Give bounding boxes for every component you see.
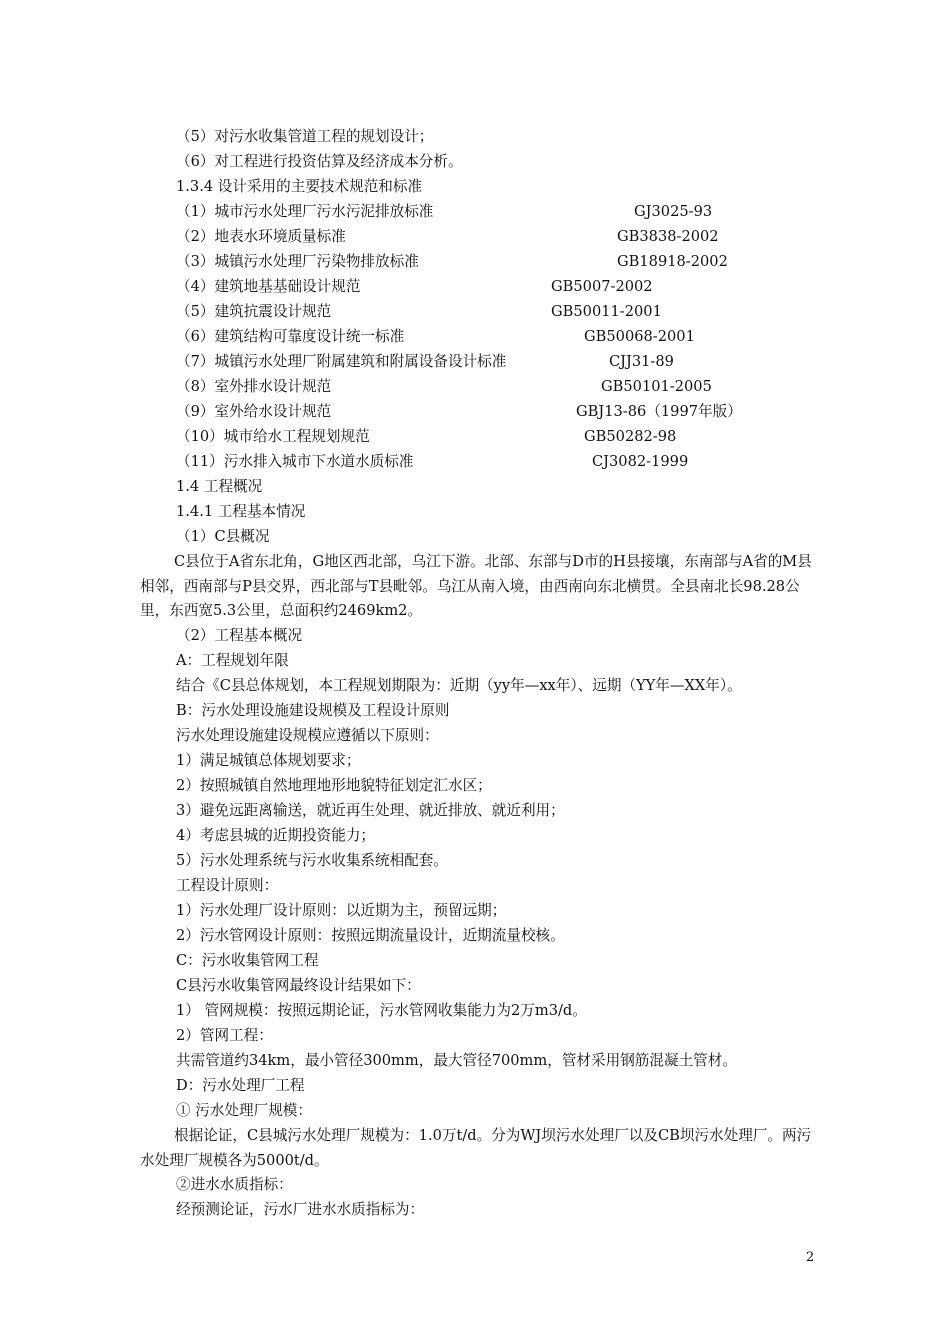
b-principle-2: 2）按照城镇自然地理地形地貌特征划定汇水区；	[176, 777, 492, 794]
standard-code-6: GB50068-2001	[584, 328, 695, 345]
standard-name-3: （3）城镇污水处理厂污染物排放标准	[176, 253, 419, 270]
standard-code-5: GB50011-2001	[551, 303, 662, 320]
d-plant-item-2: ②进水水质指标：	[176, 1176, 293, 1193]
standard-code-7: CJJ31-89	[609, 353, 674, 370]
d-plant-item-2-text: 经预测论证，污水厂进水水质指标为：	[176, 1201, 425, 1218]
standard-name-10: （10）城市给水工程规划规范	[176, 428, 370, 445]
d-plant-item-1: ① 污水处理厂规模：	[176, 1102, 312, 1119]
page-number: 2	[806, 1250, 815, 1265]
design-principle-2: 2）污水管网设计原则：按照远期流量设计，近期流量校核。	[176, 927, 565, 944]
c-county-subheading: （1）C县概况	[176, 528, 270, 545]
intro-item-6: （6）对工程进行投资估算及经济成本分析。	[176, 153, 463, 170]
b-principle-3: 3）避免远距离输送，就近再生处理、就近排放、就近利用；	[176, 802, 565, 819]
standard-code-4: GB5007-2002	[551, 278, 653, 295]
a-planning-title: A：工程规划年限	[176, 652, 289, 669]
standard-name-8: （8）室外排水设计规范	[176, 378, 332, 395]
b-scale-intro: 污水处理设施建设规模应遵循以下原则：	[176, 727, 439, 744]
c-network-item-1: 1） 管网规模：按照远期论证，污水管网收集能力为2万m3/d。	[176, 1002, 587, 1019]
d-plant-title: D：污水处理厂工程	[176, 1077, 305, 1094]
standard-name-9: （9）室外给水设计规范	[176, 403, 332, 420]
standard-name-7: （7）城镇污水处理厂附属建筑和附属设备设计标准	[176, 353, 507, 370]
b-scale-title: B：污水处理设施建设规模及工程设计原则	[176, 702, 450, 719]
section-1-3-4-heading: 1.3.4 设计采用的主要技术规范和标准	[176, 178, 423, 195]
c-county-paragraph: C县位于A省东北角，G地区西北部，乌江下游。北部、东部与D市的H县接壤，东南部与A省的M县相邻，西南部与P县交界，西北部与T县毗邻。乌江从南入境，由西南向东北横贯。全县南北长98.28公里，东西宽5.3公里，总面积约2469km2。	[140, 553, 812, 619]
d-plant-item-1-text: 根据论证，C县城污水处理厂规模为：1.0万t/d。分为WJ坝污水处理厂以及CB坝污水处理厂。两污水处理厂规模各为5000t/d。	[140, 1127, 812, 1169]
standard-code-9: GBJ13-86（1997年版）	[576, 403, 742, 420]
standard-name-11: （11）污水排入城市下水道水质标准	[176, 453, 414, 470]
design-principles-title: 工程设计原则：	[176, 877, 279, 894]
standard-code-8: GB50101-2005	[601, 378, 712, 395]
b-principle-5: 5）污水处理系统与污水收集系统相配套。	[176, 852, 448, 869]
c-network-title: C：污水收集管网工程	[176, 952, 319, 969]
intro-item-5: （5）对污水收集管道工程的规划设计；	[176, 128, 434, 145]
standard-name-4: （4）建筑地基基础设计规范	[176, 278, 361, 295]
standard-name-1: （1）城市污水处理厂污水污泥排放标准	[176, 203, 434, 220]
b-principle-1: 1）满足城镇总体规划要求；	[176, 752, 361, 769]
design-principle-1: 1）污水处理厂设计原则：以近期为主，预留远期；	[176, 902, 507, 919]
standard-code-3: GB18918-2002	[617, 253, 728, 270]
standard-name-2: （2）地表水环境质量标准	[176, 228, 346, 245]
b-principle-4: 4）考虑县城的近期投资能力；	[176, 827, 376, 844]
standard-code-2: GB3838-2002	[617, 228, 719, 245]
standard-name-6: （6）建筑结构可靠度设计统一标准	[176, 328, 405, 345]
c-network-item-2: 2）管网工程：	[176, 1027, 273, 1044]
c-network-intro: C县污水收集管网最终设计结果如下：	[176, 977, 421, 994]
standard-code-1: GJ3025-93	[634, 203, 713, 220]
standard-code-11: CJ3082-1999	[592, 453, 689, 470]
section-1-4-heading: 1.4 工程概况	[176, 478, 263, 495]
section-1-4-1-heading: 1.4.1 工程基本情况	[176, 503, 306, 520]
a-planning-text: 结合《C县总体规划，本工程规划期限为：近期（yy年—xx年）、远期（YY年—XX年）。	[176, 677, 742, 694]
standard-name-5: （5）建筑抗震设计规范	[176, 303, 332, 320]
standard-code-10: GB50282-98	[584, 428, 677, 445]
c-network-item-2-text: 共需管道约34km，最小管径300mm，最大管径700mm，管材采用钢筋混凝土管材。	[176, 1052, 737, 1069]
project-overview-subheading: （2）工程基本概况	[176, 627, 303, 644]
